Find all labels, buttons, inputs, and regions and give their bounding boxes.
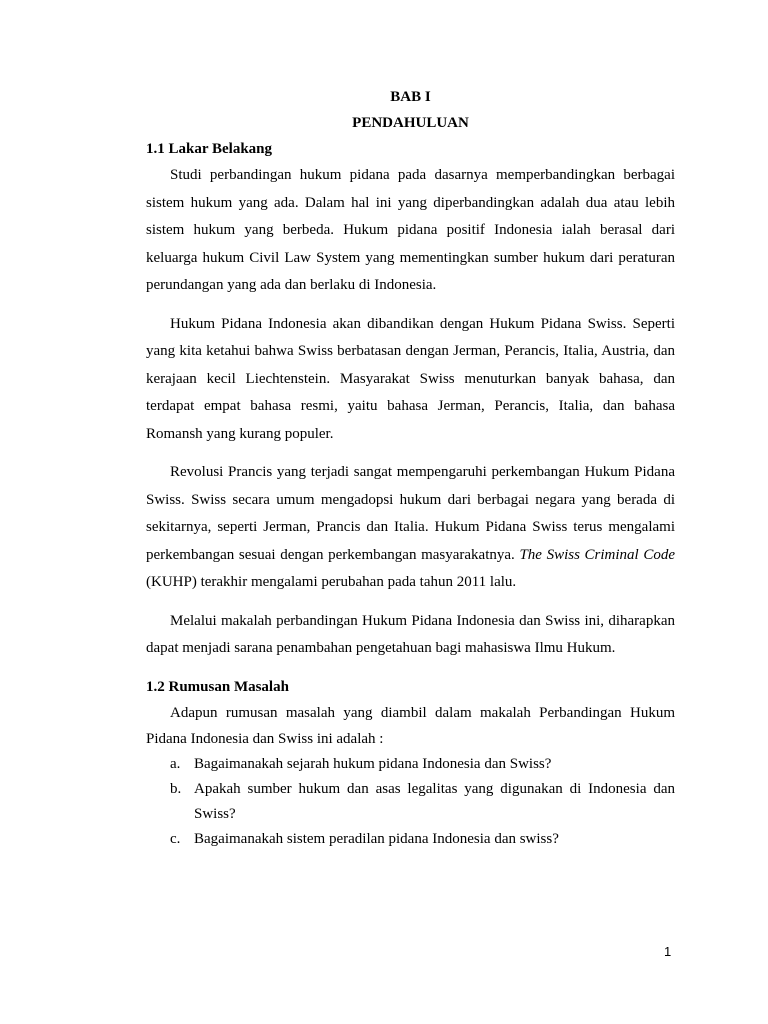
list-item — [146, 752, 675, 777]
list-item-text: Apakah sumber hukum dan asas legalitas yang digunakan di Indonesia dan Swiss? — [194, 780, 675, 822]
list-item-letter: c. — [170, 830, 181, 847]
document-page — [146, 84, 675, 852]
list-item-text: Bagaimanakah sistem peradilan pidana Indonesia dan swiss? — [194, 830, 559, 847]
chapter-label: BAB I — [390, 89, 431, 105]
paragraph-2: Hukum Pidana Indonesia akan dibandikan dengan Hukum Pidana Swiss. Seperti yang kita ketahui bahwa Swiss berbatasan dengan Jerman, Perancis, Italia, Austria, dan kerajaan kecil Liechtenstein. Masyarakat Swiss menuturkan banyak bahasa, dan terdapat empat bahasa resmi, yaitu bahasa Jerman, Perancis, Italia, dan bahasa Romansh yang kurang populer. — [146, 315, 675, 442]
paragraph-3-end: (KUHP) terakhir mengalami perubahan pada tahun 2011 lalu. — [146, 574, 517, 590]
rumusan-intro: Adapun rumusan masalah yang diambil dalam makalah Perbandingan Hukum Pidana Indonesia dan Swiss ini adalah : — [146, 704, 675, 747]
page-number: 1 — [664, 944, 672, 959]
section-heading-latar-belakang: 1.1 Lakar Belakang — [146, 141, 272, 157]
paragraph-3-text: Revolusi Prancis yang terjadi sangat mempengaruhi perkembangan Hukum Pidana Swiss. Swiss secara umum mengadopsi hukum dari berbagai negara yang berada di sekitarnya, seperti Jerman, Prancis dan Italia. Hukum Pidana Swiss terus mengalami perkembangan sesuai dengan perkembangan masyarakatnya. — [146, 464, 675, 563]
list-item — [146, 827, 675, 852]
problem-list — [146, 752, 675, 852]
paragraph-4: Melalui makalah perbandingan Hukum Pidana Indonesia dan Swiss ini, diharapkan dapat menjadi sarana penambahan pengetahuan bagi mahasiswa Ilmu Hukum. — [146, 612, 675, 656]
list-item-letter: a. — [170, 755, 181, 772]
list-item-text: Bagaimanakah sejarah hukum pidana Indonesia dan Swiss? — [194, 755, 552, 772]
paragraph-3-italic-title: The Swiss Criminal Code — [519, 546, 676, 563]
list-item — [146, 777, 675, 827]
paragraph-3 — [146, 459, 675, 597]
chapter-title: PENDAHULUAN — [352, 115, 469, 131]
list-item-letter: b. — [170, 780, 182, 797]
section-heading-rumusan-masalah: 1.2 Rumusan Masalah — [146, 678, 289, 695]
paragraph-1: Studi perbandingan hukum pidana pada dasarnya memperbandingkan berbagai sistem hukum yang ada. Dalam hal ini yang diperbandingkan adalah dua atau lebih sistem hukum yang berbeda. Hukum pidana positif Indonesia ialah berasal dari keluarga hukum Civil Law System yang mementingkan sumber hukum dari peraturan perundangan yang ada dan berlaku di Indonesia. — [146, 167, 675, 293]
